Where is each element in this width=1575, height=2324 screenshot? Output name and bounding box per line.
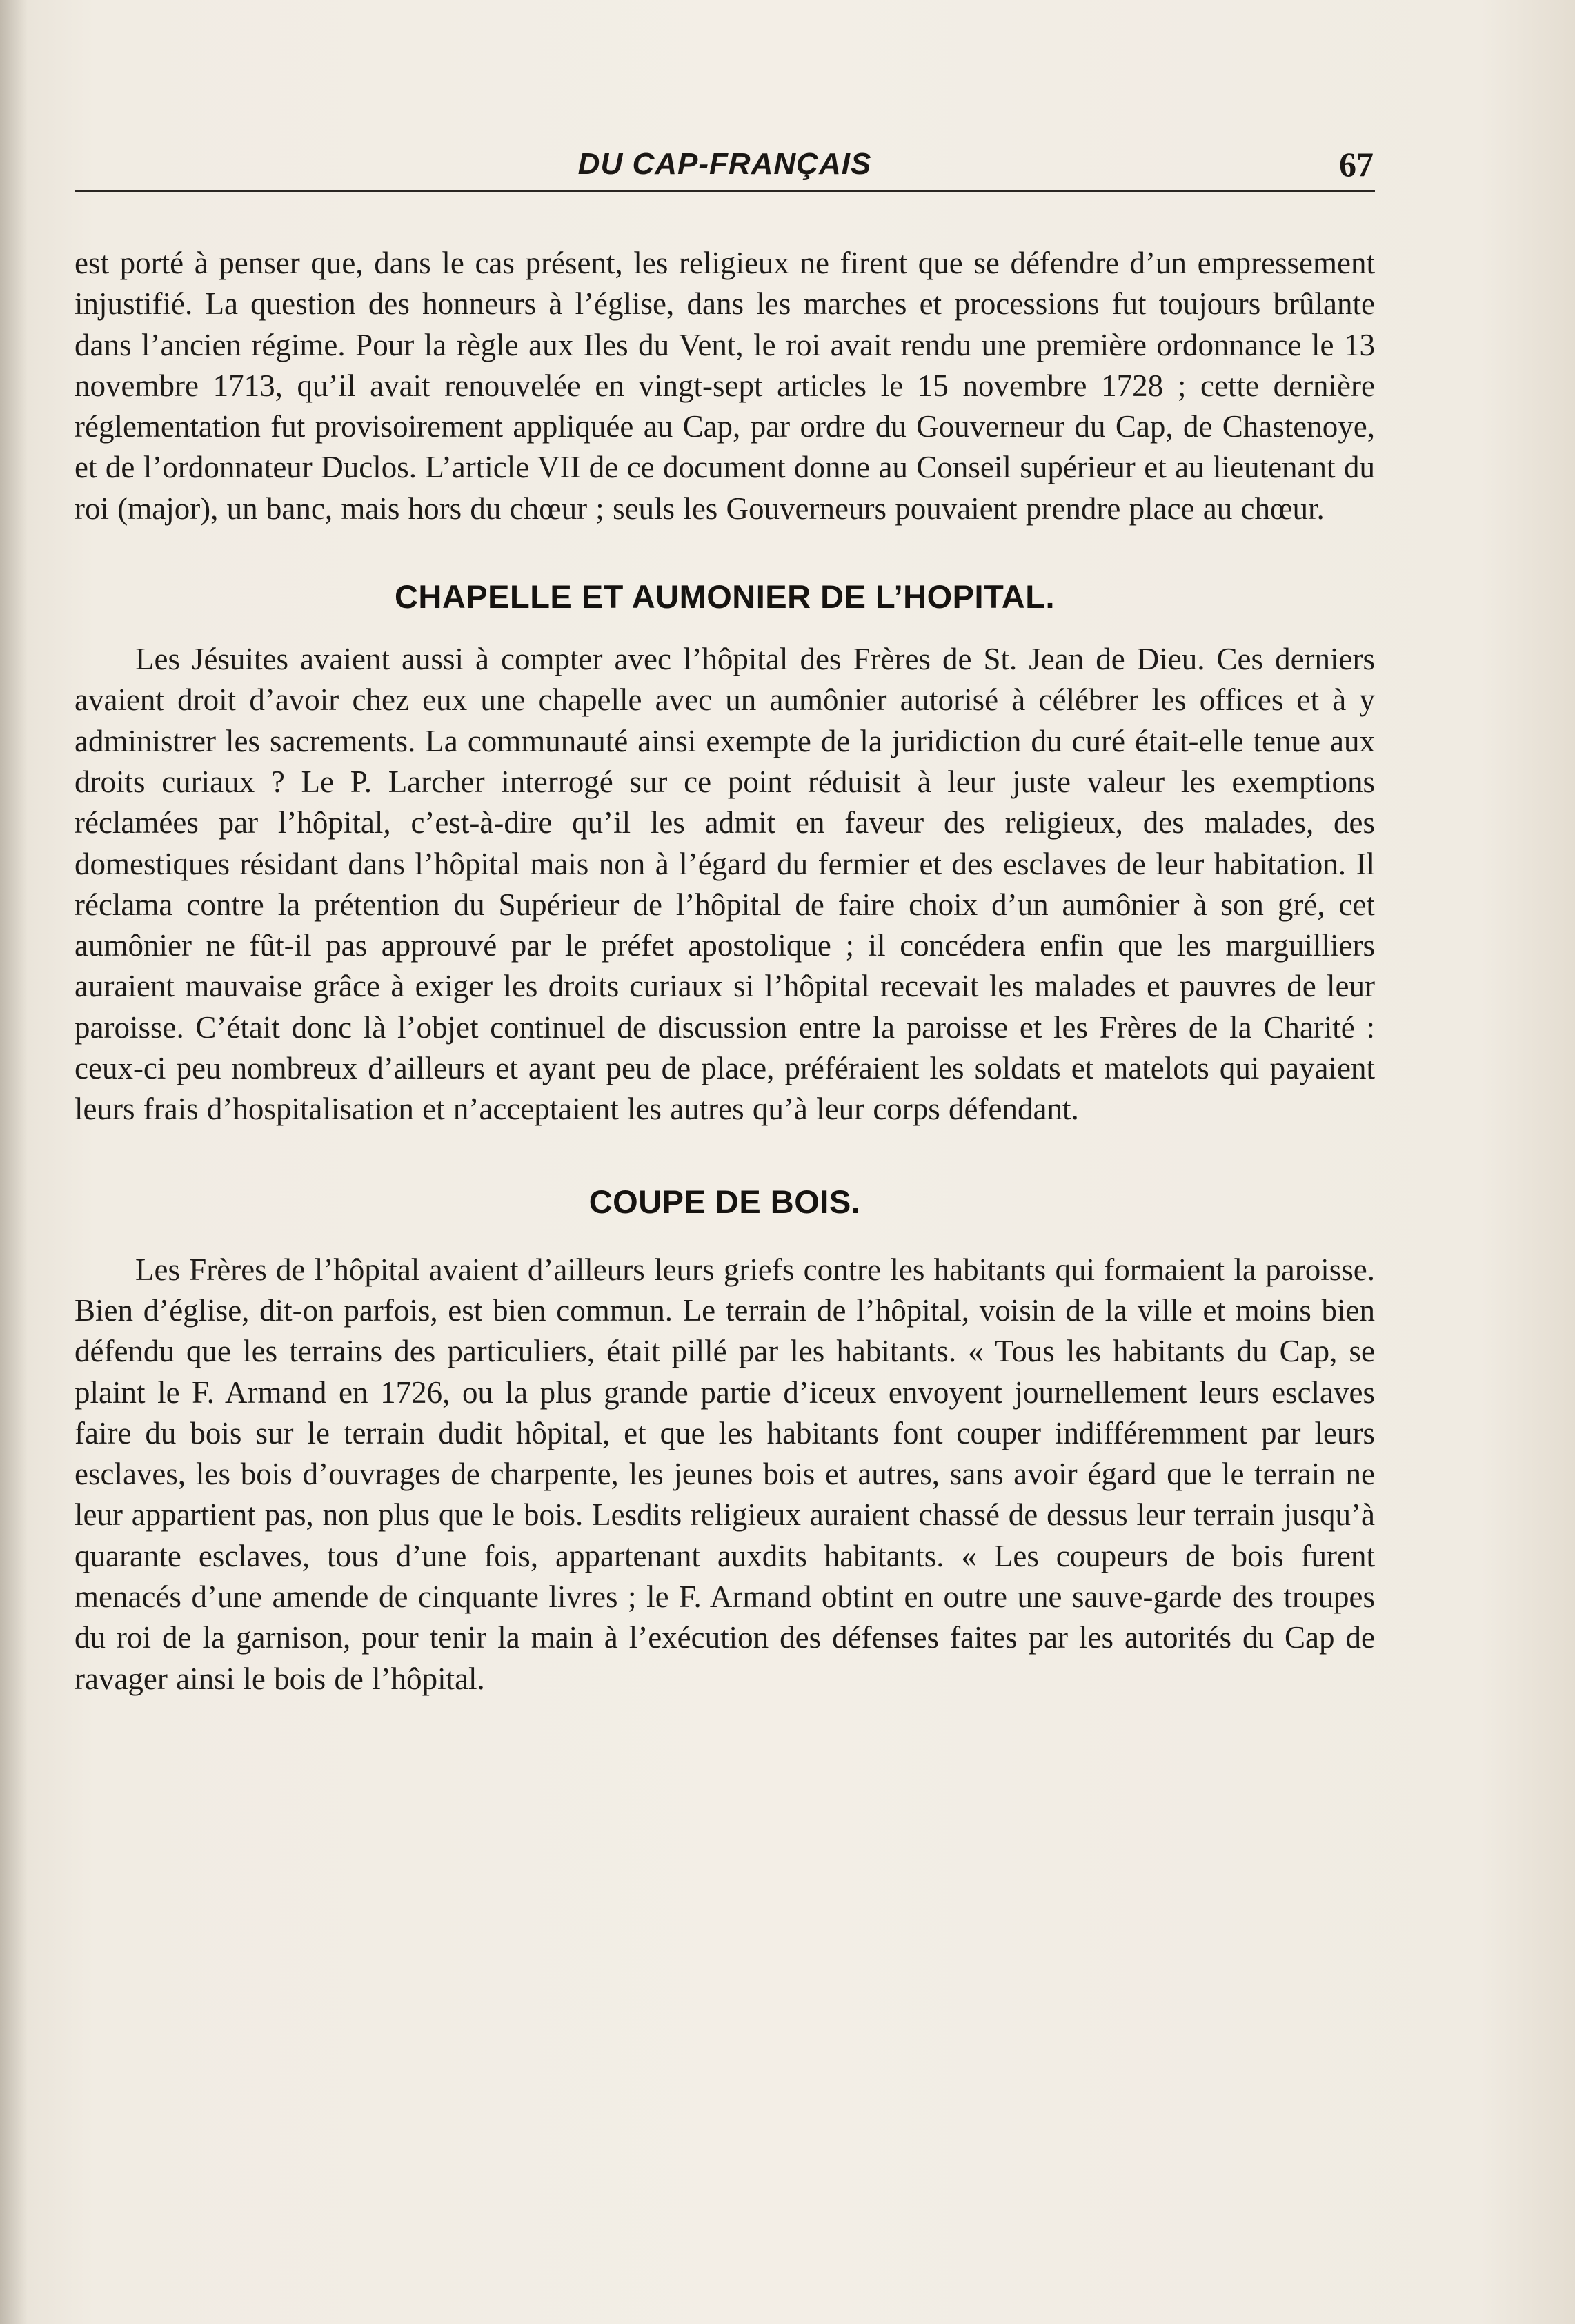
section-heading-chapelle: CHAPELLE ET AUMONIER DE L’HOPITAL. <box>394 578 1056 616</box>
running-title: DU CAP-FRANÇAIS <box>577 147 872 181</box>
section-heading-coupe: COUPE DE BOIS. <box>588 1183 861 1220</box>
page-header <box>75 141 1375 192</box>
page-number: 67 <box>1339 145 1374 184</box>
body-text <box>75 243 1375 1700</box>
paragraph-coupe: Les Frères de l’hôpital avaient d’ailleurs leurs griefs contre les habitants qui formaient la paroisse. Bien d’église, dit-on parfois, est bien commun. Le terrain de l’hôpital, voisin de la ville et moins bien défendu que les terrains des particuliers, était pillé par les habitants. « Tous les habitants du Cap, se plaint le F. Armand en 1726, ou la plus grande partie d’iceux envoyent journellement leurs esclaves faire du bois sur le terrain dudit hôpital, et que les habitants font couper indifféremment par leurs esclaves, les bois d’ouvrages de charpente, les jeunes bois et autres, sans avoir égard que le terrain ne leur appartient pas, non plus que le bois. Lesdits religieux auraient chassé de dessus leur terrain jusqu’à quarante esclaves, tous d’une fois, appartenant auxdits habitants. « Les coupeurs de bois furent menacés d’une amende de cinquante livres ; le F. Armand obtint en outre une sauve-garde des troupes du roi de la garnison, pour tenir la main à l’exécution des défenses faites par les autorités du Cap de ravager ainsi le bois de l’hôpital. <box>75 1252 1375 1696</box>
paragraph-chapelle: Les Jésuites avaient aussi à compter avec l’hôpital des Frères de St. Jean de Dieu. Ces derniers avaient droit d’avoir chez eux une chapelle avec un aumônier autorisé à célébrer les offices et à y administrer les sacrements. La communauté ainsi exempte de la juridiction du curé était-elle tenue aux droits curiaux ? Le P. Larcher interrogé sur ce point réduisit à leur juste valeur les exemptions réclamées par l’hôpital, c’est-à-dire qu’il les admit en faveur des religieux, des malades, des domestiques résidant dans l’hôpital mais non à l’égard du fermier et des esclaves de leur habitation. Il réclama contre la prétention du Supérieur de l’hôpital de faire choix d’un aumônier à son gré, cet aumônier ne fût-il pas approuvé par le préfet apostolique ; il concédera enfin que les marguilliers auraient mauvaise grâce à exiger les droits curiaux si l’hôpital recevait les malades et pauvres de leur paroisse. C’était donc là l’objet continuel de discussion entre la paroisse et les Frères de la Charité : ceux-ci peu nombreux d’ailleurs et ayant peu de place, préféraient les soldats et matelots qui payaient leurs frais d’hospitalisation et n’acceptaient les autres qu’à leur corps défendant. <box>75 642 1375 1127</box>
binding-shadow <box>0 0 28 2324</box>
paragraph-continued: est porté à penser que, dans le cas présent, les religieux ne firent que se défendre d’un empressement injustifié. La question des honneurs à l’église, dans les marches et processions fut toujours brûlante dans l’ancien régime. Pour la règle aux Iles du Vent, le roi avait rendu une première ordonnance le 13 novembre 1713, qu’il avait renouvelée en vingt-sept articles le 15 novembre 1728 ; cette dernière réglementation fut provisoirement appliquée au Cap, par ordre du Gouverneur du Cap, de Chastenoye, et de l’ordonnateur Duclos. L’article VII de ce document donne au Conseil supérieur et au lieutenant du roi (major), un banc, mais hors du chœur ; seuls les Gouverneurs pouvaient prendre place au chœur. <box>75 246 1375 526</box>
